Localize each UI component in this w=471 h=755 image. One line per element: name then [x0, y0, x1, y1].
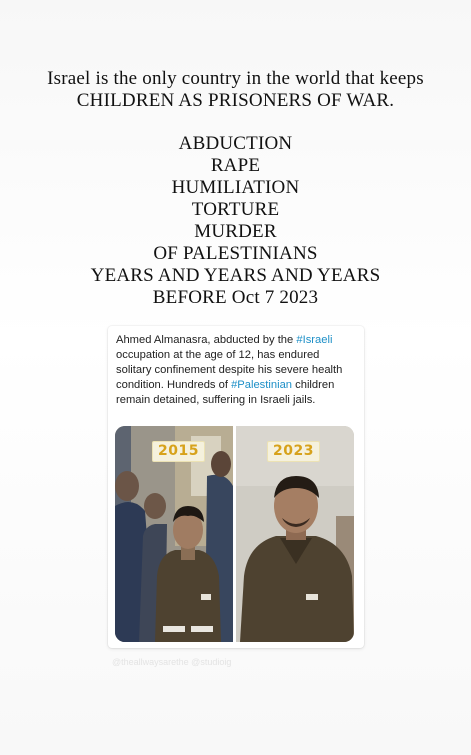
- hashtag-palestinian-link[interactable]: #Palestinian: [231, 379, 293, 391]
- post-text-part: Ahmed Almanasra, abducted by the: [116, 334, 297, 346]
- year-badge-2015: 2015: [152, 441, 205, 462]
- hashtag-israeli-link[interactable]: #Israeli: [296, 334, 333, 346]
- list-line: OF PALESTINIANS: [153, 243, 318, 264]
- headline-line: CHILDREN AS PRISONERS OF WAR.: [76, 90, 395, 111]
- list-line: ABDUCTION: [178, 133, 293, 154]
- headline-intro: [0, 68, 471, 112]
- list-line: MURDER: [194, 221, 277, 242]
- post-text: [116, 333, 356, 408]
- photo-2023: [236, 426, 354, 642]
- list-line: BEFORE Oct 7 2023: [152, 287, 319, 308]
- list-line: RAPE: [210, 155, 261, 176]
- post-text-part: occupation at the age of 12, has endured solitary confinement despite his severe health condition. Hundreds of: [116, 349, 343, 391]
- headline-line: Israel is the only country in the world that keeps: [47, 68, 424, 89]
- year-badge-2023: 2023: [267, 441, 320, 462]
- shared-post-card[interactable]: [108, 326, 364, 648]
- watermark-text: @theallwaysarethe @studioig: [112, 657, 232, 667]
- list-line: YEARS AND YEARS AND YEARS: [90, 265, 381, 286]
- list-line: HUMILIATION: [171, 177, 300, 198]
- headline-list: [0, 133, 471, 309]
- post-text-part: children remain detained, suffering in Israeli jails.: [116, 379, 335, 406]
- photo-2015: [115, 426, 233, 642]
- list-line: TORTURE: [191, 199, 280, 220]
